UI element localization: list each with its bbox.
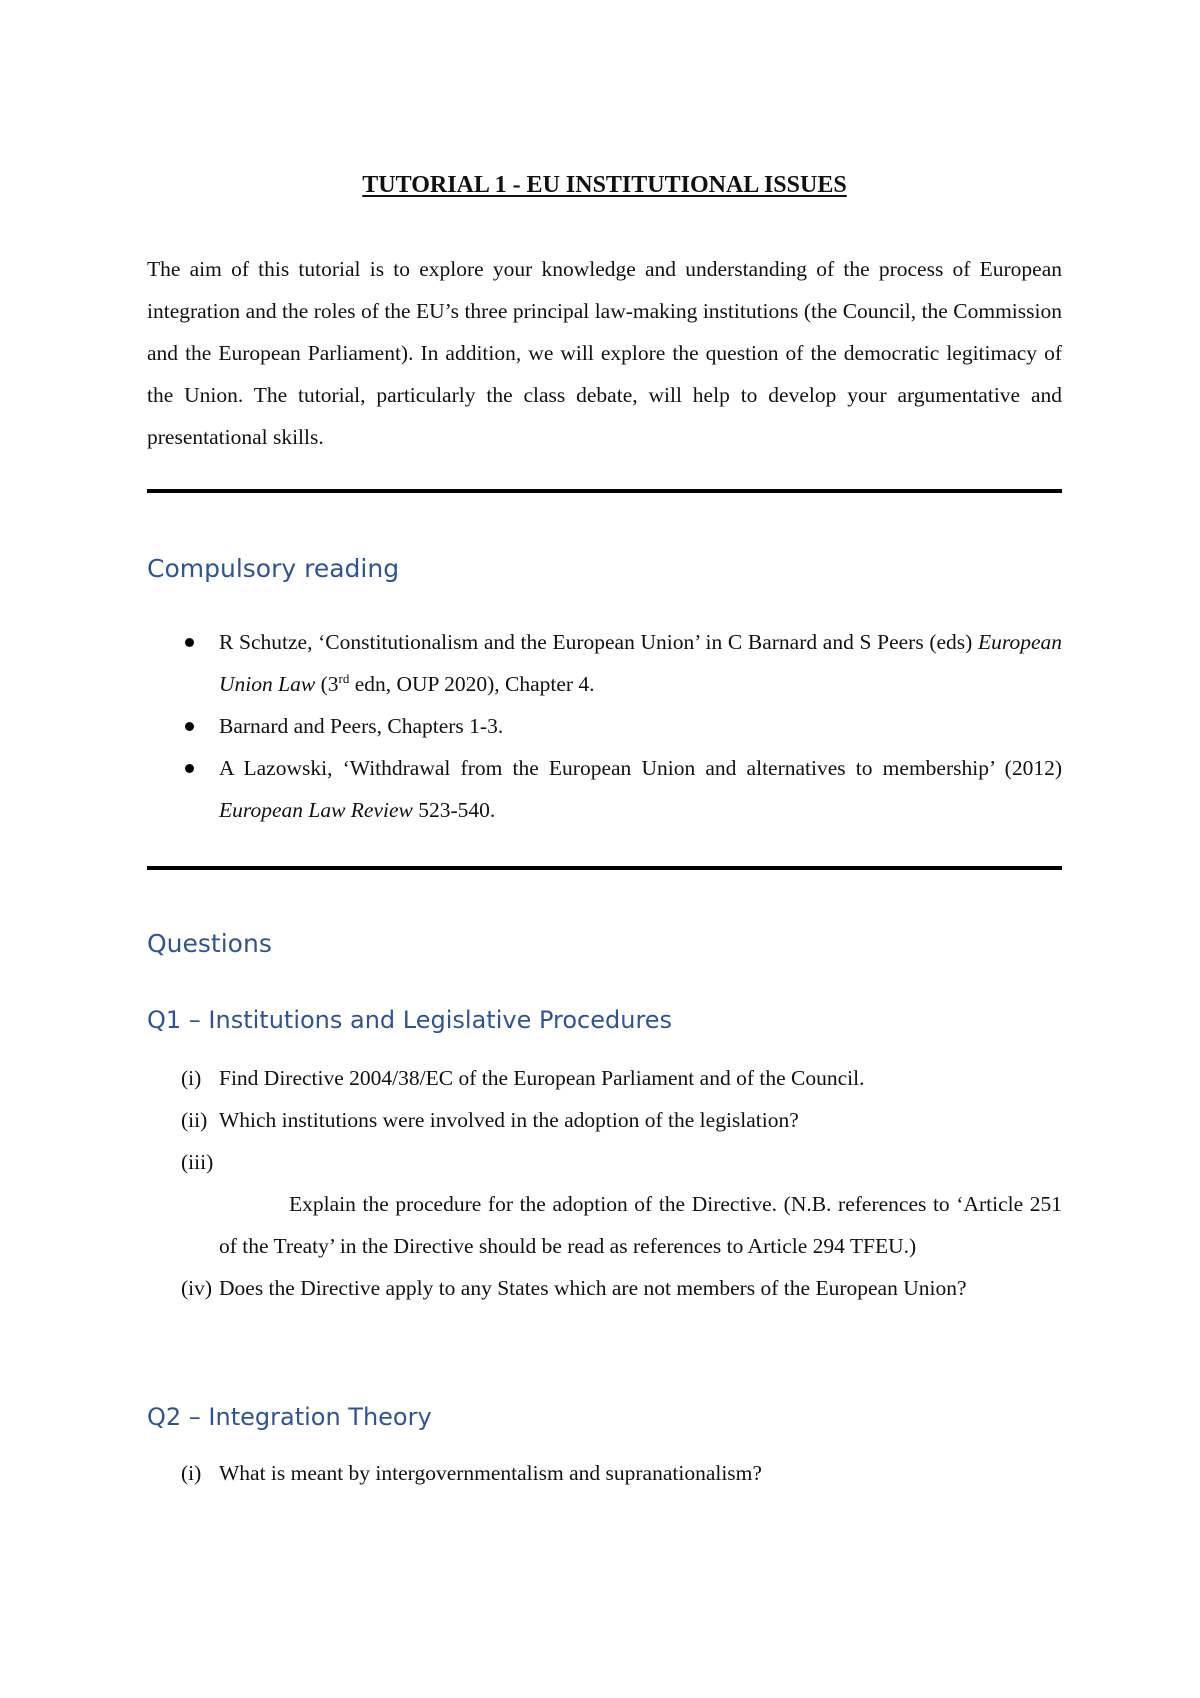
q2-item-1-number: (i) xyxy=(181,1461,202,1485)
q2-heading: Q2 – Integration Theory xyxy=(147,1403,432,1431)
reading-item-1: R Schutze, ‘Constitutionalism and the European Union’ in C Barnard and S Peers (eds) European Union Law (3rd edn, OUP 2020), Chapter 4. xyxy=(147,621,1062,705)
q1-item-4-number: (iv) xyxy=(181,1276,213,1300)
compulsory-reading-heading: Compulsory reading xyxy=(147,554,400,583)
questions-heading: Questions xyxy=(147,929,272,958)
q1-item-1: (i) Find Directive 2004/38/EC of the European Parliament and of the Council. xyxy=(147,1057,1062,1099)
q1-item-2: (ii) Which institutions were involved in the adoption of the legislation? xyxy=(147,1099,1062,1141)
intro-paragraph: The aim of this tutorial is to explore your knowledge and understanding of the process of European integration and the roles of the EU’s three principal law-making institutions (the Council, the Commission and the European Parliament). In addition, we will explore the question of the democratic legitimacy of the Union. The tutorial, particularly the class debate, will help to develop your argumentative and presentational skills. xyxy=(147,257,1062,449)
bullet-icon xyxy=(185,764,194,773)
reading-item-2: Barnard and Peers, Chapters 1-3. xyxy=(147,705,1062,747)
reading-list xyxy=(147,621,1062,831)
q2-list xyxy=(147,1452,1062,1494)
divider-2 xyxy=(147,866,1062,870)
q1-item-2-number: (ii) xyxy=(181,1108,208,1132)
q1-item-3-number: (iii) xyxy=(181,1150,214,1174)
bullet-icon xyxy=(185,638,194,647)
bullet-icon xyxy=(185,722,194,731)
divider-1 xyxy=(147,489,1062,493)
q1-heading: Q1 – Institutions and Legislative Procedures xyxy=(147,1006,673,1034)
q1-item-1-number: (i) xyxy=(181,1066,202,1090)
q1-list xyxy=(147,1057,1062,1309)
document-title: TUTORIAL 1 - EU INSTITUTIONAL ISSUES xyxy=(362,172,847,198)
q1-item-3: (iii) Explain the procedure for the adoption of the Directive. (N.B. references to ‘Article 251 of the Treaty’ in the Directive should be read as references to Article 294 TFEU.) xyxy=(147,1141,1062,1267)
q2-item-1: (i) What is meant by intergovernmentalism and supranationalism? xyxy=(147,1452,1062,1494)
q1-item-4: (iv) Does the Directive apply to any States which are not members of the European Union? xyxy=(147,1267,1062,1309)
reading-item-3: A Lazowski, ‘Withdrawal from the European Union and alternatives to membership’ (2012) European Law Review 523-540. xyxy=(147,747,1062,831)
